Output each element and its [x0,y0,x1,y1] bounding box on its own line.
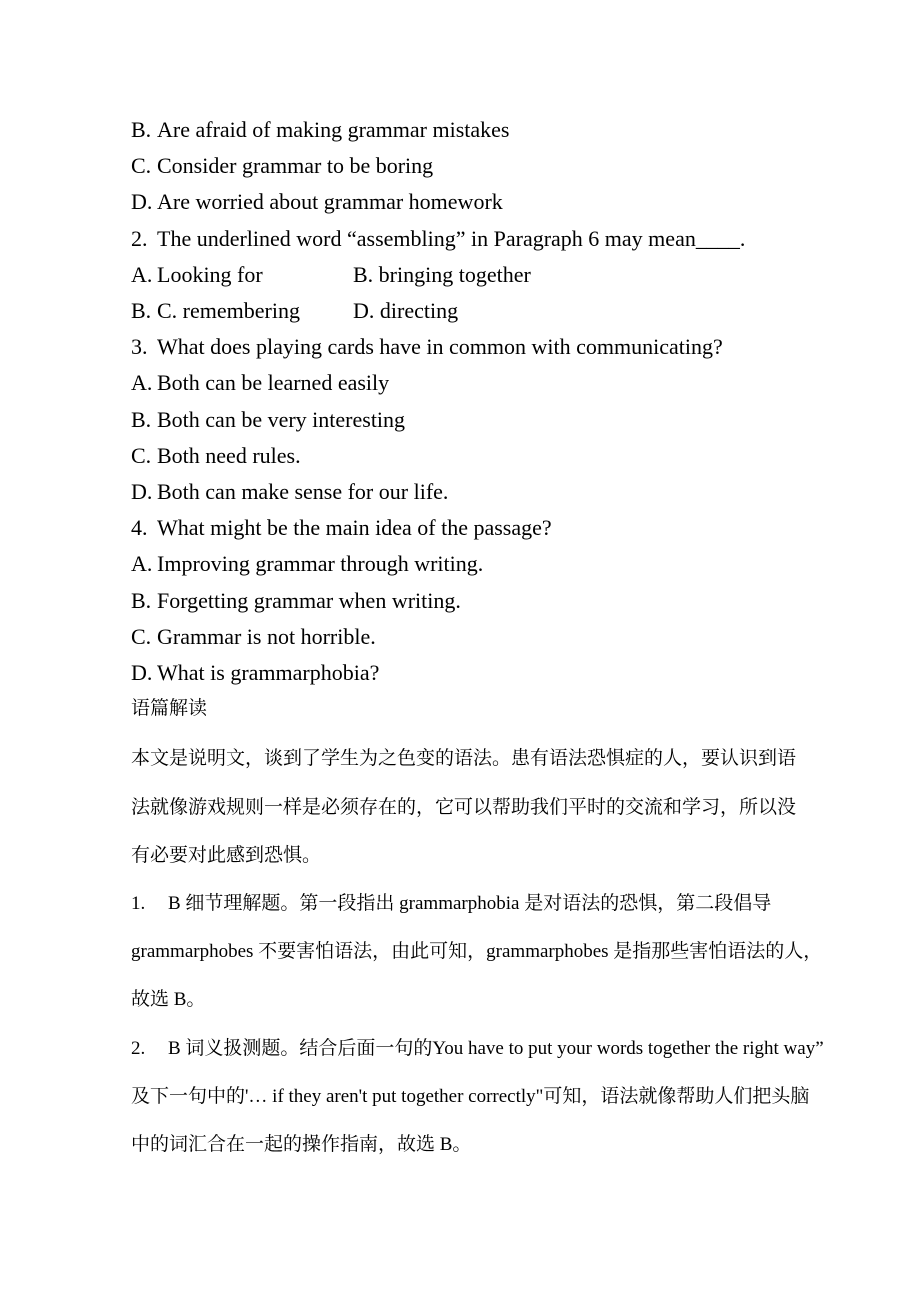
line-marker: A. [131,261,153,287]
line-marker: B. [131,298,152,324]
line-text: Both can be learned easily [157,370,390,396]
option-text: Looking for [157,261,263,287]
text-line [131,784,920,832]
option-text: C. remembering [157,298,300,324]
text-line [131,148,920,184]
line-marker: C. [131,442,152,468]
text-line [131,221,920,257]
line-marker: A. [131,551,153,577]
line-text: Forgetting grammar when writing. [157,587,461,613]
text-line [131,438,920,474]
text-line [131,546,920,582]
line-marker: 2. [131,225,148,251]
line-marker: B. [131,406,152,432]
option-text: B. bringing together [353,261,531,287]
line-text: Both can be very interesting [157,406,406,432]
line-text: Improving grammar through writing. [157,551,484,577]
analysis-section [0,735,920,1169]
text-line [131,257,920,293]
line-text: B 词义扱测题。结合后面一句的You have to put your words together the right way” [168,1037,824,1059]
text-line [131,474,920,510]
line-text: 中的词汇合在一起的操作指南，故选 B。 [131,1134,472,1156]
text-line [131,329,920,365]
line-text: Both need rules. [157,442,301,468]
text-line [131,510,920,546]
text-line [131,365,920,401]
text-line [131,928,920,976]
line-marker: 1. [131,893,146,915]
line-text: 及下一句中的'… if they aren't put together correctly"可知，语法就像帮助人们把头脑 [131,1085,810,1107]
text-line [131,583,920,619]
line-marker: B. [131,117,152,142]
text-line [131,832,920,880]
text-line [131,293,920,329]
line-text: 故选 B。 [131,989,206,1011]
line-text: 法就像游戏规则一样是必须存在的，它可以帮助我们平时的交流和学习，所以没 [131,796,797,818]
line-marker: B. [131,587,152,613]
text-line [131,735,920,783]
line-marker: 3. [131,334,148,360]
line-marker: A. [131,370,153,396]
line-marker: D. [131,660,153,686]
line-text: What is grammarphobia? [157,660,380,686]
text-line [131,976,920,1024]
option-text: D. directing [353,298,459,324]
text-line [131,691,920,727]
line-marker: 2. [131,1037,146,1059]
line-text: Are afraid of making grammar mistakes [157,117,510,142]
line-text: What might be the main idea of the passage? [157,515,552,541]
line-text: 有必要对此感到恐惧。 [131,844,322,866]
line-text: The underlined word “assembling” in Paragraph 6 may mean____. [157,225,746,251]
line-text: B 细节理解题。第一段指出 grammarphobia 是对语法的恐惧，第二段倡导 [168,893,772,915]
text-line [131,1073,920,1121]
text-line [131,402,920,438]
text-line [131,112,920,148]
line-marker: C. [131,623,152,649]
text-line [131,619,920,655]
line-text: grammarphobes 不要害怕语法，由此可知，grammarphobes 是指那些害怕语法的人， [131,941,823,963]
line-text: Consider grammar to be boring [157,153,434,179]
line-marker: C. [131,153,152,179]
line-marker: D. [131,479,153,505]
text-line [131,655,920,691]
line-text: Grammar is not horrible. [157,623,376,649]
line-text: 语篇解读 [131,698,208,720]
text-line [131,1121,920,1169]
line-text: Both can make sense for our life. [157,479,449,505]
line-text: 本文是说明文，谈到了学生为之色变的语法。患有语法恐惧症的人，要认识到语 [131,748,797,770]
line-marker: 4. [131,515,148,541]
line-text: Are worried about grammar homework [157,189,503,215]
text-line [131,184,920,220]
line-marker: D. [131,189,153,215]
line-text: What does playing cards have in common with communicating? [157,334,723,360]
text-line [131,1025,920,1073]
text-line [131,880,920,928]
